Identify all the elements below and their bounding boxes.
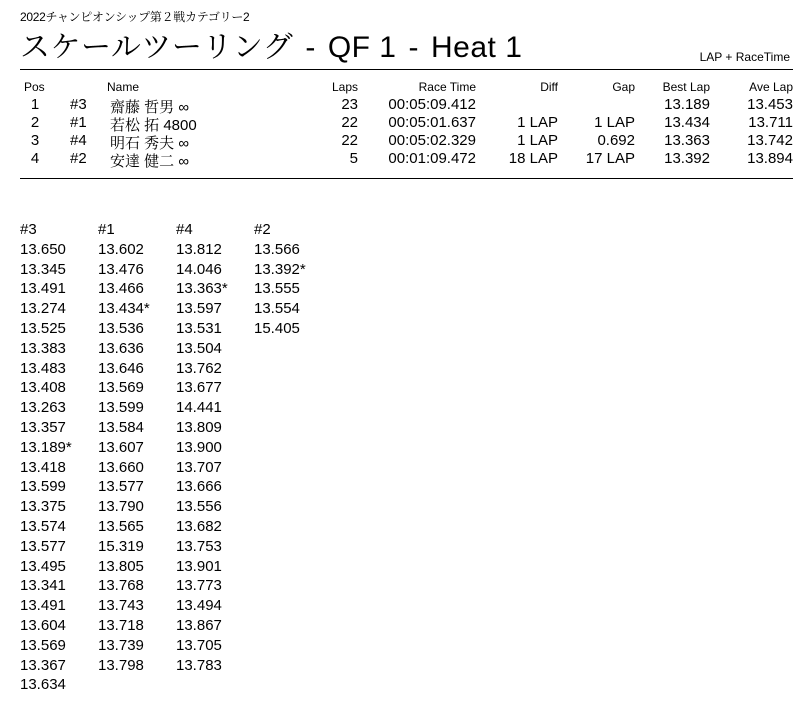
best-lap-cell: 13.392: [664, 150, 710, 167]
pos-cell: 3: [30, 132, 40, 149]
driver-name-cell: 齋藤 哲男 ∞: [110, 99, 190, 116]
race-time-cell: 00:05:09.412: [388, 96, 476, 113]
table-row: [20, 96, 793, 114]
lap-time-value: 13.367: [20, 656, 66, 674]
lap-time-value: 13.809: [176, 418, 222, 436]
car-number-cell: #4: [70, 132, 87, 149]
lap-time-value: 13.466: [98, 280, 144, 298]
lap-time-value: 13.607: [98, 438, 144, 456]
gap-cell: 0.692: [597, 132, 635, 149]
col-ave-lap-header: Ave Lap: [749, 80, 793, 94]
lap-time-value: 13.707: [176, 458, 222, 476]
lap-time-value: 13.504: [176, 339, 222, 357]
col-diff-header: Diff: [540, 80, 558, 94]
col-laps-header: Laps: [331, 80, 358, 94]
lap-time-value: 15.405: [254, 319, 300, 337]
lap-column: [98, 220, 176, 675]
lap-time-value: 13.597: [176, 300, 222, 318]
lap-time-value: 13.753: [176, 537, 222, 555]
lap-time-value: 13.491: [20, 280, 66, 298]
lap-time-value: 13.682: [176, 517, 222, 535]
driver-name-cell: 安達 健二 ∞: [110, 153, 190, 170]
lap-time-value: 13.565: [98, 517, 144, 535]
driver-name-cell: 若松 拓 4800: [110, 117, 197, 134]
diff-cell: 18 LAP: [508, 150, 558, 167]
ave-lap-cell: 13.453: [747, 96, 793, 113]
results-table: [20, 80, 793, 168]
title-separator: -: [408, 31, 419, 64]
lap-time-value: 13.491: [20, 597, 66, 615]
lap-time-value: 15.319: [98, 537, 144, 555]
lap-column-header: #4: [176, 221, 193, 238]
lap-time-value: 13.783: [176, 656, 222, 674]
lap-time-value: 13.531: [176, 319, 222, 337]
lap-time-value: 13.418: [20, 458, 66, 476]
lap-column-header: #1: [98, 221, 115, 238]
lap-time-value: 13.650: [20, 240, 66, 258]
ave-lap-cell: 13.711: [748, 114, 793, 131]
lap-time-value: 13.646: [98, 359, 144, 377]
title-separator: -: [305, 31, 316, 64]
results-header-row: [20, 80, 793, 96]
gap-cell: 1 LAP: [594, 114, 635, 131]
lap-time-value: 13.666: [176, 478, 222, 496]
lap-time-value: 13.634: [20, 676, 66, 694]
lap-time-value: 13.434*: [98, 300, 150, 318]
race-time-cell: 00:01:09.472: [388, 150, 476, 167]
table-row: [20, 150, 793, 168]
lap-time-value: 13.577: [20, 537, 66, 555]
race-round: QF 1: [327, 31, 397, 64]
lap-time-value: 13.677: [176, 379, 222, 397]
lap-time-value: 13.525: [20, 319, 66, 337]
car-number-cell: #3: [70, 96, 87, 113]
lap-time-value: 13.705: [176, 636, 222, 654]
lap-time-value: 13.476: [98, 260, 144, 278]
lap-time-value: 13.636: [98, 339, 144, 357]
lap-time-value: 13.495: [20, 557, 66, 575]
lap-time-value: 13.762: [176, 359, 222, 377]
lap-column: [20, 220, 98, 695]
lap-time-value: 13.743: [98, 597, 144, 615]
lap-time-value: 13.660: [98, 458, 144, 476]
col-best-lap-header: Best Lap: [662, 80, 710, 94]
col-pos-header: Pos: [24, 80, 45, 94]
lap-time-value: 13.554: [254, 300, 300, 318]
best-lap-cell: 13.363: [664, 132, 710, 149]
car-number-cell: #1: [70, 114, 87, 131]
lap-time-value: 14.441: [176, 399, 222, 417]
driver-name-cell: 明石 秀夫 ∞: [110, 135, 190, 152]
lap-time-value: 13.536: [98, 319, 144, 337]
lap-time-value: 13.900: [176, 438, 222, 456]
lap-time-value: 13.867: [176, 616, 222, 634]
lap-time-value: 13.483: [20, 359, 66, 377]
lap-time-value: 13.569: [20, 636, 66, 654]
lap-time-value: 13.798: [98, 656, 144, 674]
lap-time-value: 13.569: [98, 379, 144, 397]
ave-lap-cell: 13.742: [747, 132, 793, 149]
lap-time-value: 13.189*: [20, 438, 72, 456]
lap-time-value: 13.768: [98, 577, 144, 595]
event-label: 2022チャンピオンシップ第２戦カテゴリー2: [20, 10, 250, 24]
lap-time-value: 13.604: [20, 616, 66, 634]
lap-time-value: 13.577: [98, 478, 144, 496]
lap-time-value: 13.494: [176, 597, 222, 615]
lap-time-value: 13.341: [20, 577, 66, 595]
best-lap-cell: 13.189: [664, 96, 710, 113]
lap-time-value: 13.574: [20, 517, 66, 535]
lap-time-value: 13.556: [176, 498, 222, 516]
lap-column: [254, 220, 332, 339]
lap-time-value: 13.363*: [176, 280, 228, 298]
col-name-header: Name: [107, 80, 140, 94]
laps-cell: 22: [341, 132, 358, 149]
lap-time-value: 13.383: [20, 339, 66, 357]
top-divider: [20, 69, 793, 70]
lap-time-value: 13.408: [20, 379, 66, 397]
lap-time-value: 13.812: [176, 240, 222, 258]
pos-cell: 4: [30, 150, 40, 167]
race-title: [20, 22, 534, 66]
diff-cell: 1 LAP: [517, 114, 558, 131]
race-heat: Heat 1: [431, 31, 523, 64]
race-time-cell: 00:05:01.637: [388, 114, 476, 131]
diff-cell: 1 LAP: [517, 132, 558, 149]
laps-cell: 22: [341, 114, 358, 131]
laps-cell: 23: [341, 96, 358, 113]
lap-time-value: 13.584: [98, 418, 144, 436]
lap-time-value: 13.274: [20, 300, 66, 318]
table-row: [20, 114, 793, 132]
lap-column-header: #3: [20, 221, 37, 238]
race-time-cell: 00:05:02.329: [388, 132, 476, 149]
lap-time-value: 13.392*: [254, 260, 306, 278]
bottom-divider: [20, 178, 793, 179]
lap-time-value: 13.375: [20, 498, 66, 516]
lap-time-value: 13.555: [254, 280, 300, 298]
lap-time-value: 13.263: [20, 399, 66, 417]
ave-lap-cell: 13.894: [747, 150, 793, 167]
col-race-time-header: Race Time: [418, 80, 476, 94]
lap-time-value: 13.773: [176, 577, 222, 595]
lap-time-value: 13.901: [176, 557, 222, 575]
lap-time-value: 13.599: [98, 399, 144, 417]
lap-time-value: 13.739: [98, 636, 144, 654]
lap-time-value: 13.345: [20, 260, 66, 278]
lap-time-value: 13.599: [20, 478, 66, 496]
car-number-cell: #2: [70, 150, 87, 167]
table-row: [20, 132, 793, 150]
lap-time-value: 13.718: [98, 616, 144, 634]
lap-time-value: 13.602: [98, 240, 144, 258]
lap-time-value: 13.357: [20, 418, 66, 436]
lap-time-value: 13.790: [98, 498, 144, 516]
lap-time-value: 13.805: [98, 557, 144, 575]
lap-column: [176, 220, 254, 675]
pos-cell: 2: [30, 114, 40, 131]
lap-time-value: 13.566: [254, 240, 300, 258]
best-lap-cell: 13.434: [664, 114, 710, 131]
laps-cell: 5: [349, 150, 358, 167]
race-class: スケールツーリング: [20, 31, 294, 64]
gap-cell: 17 LAP: [585, 150, 635, 167]
lap-column-header: #2: [254, 221, 271, 238]
lap-time-value: 14.046: [176, 260, 222, 278]
pos-cell: 1: [30, 96, 40, 113]
col-gap-header: Gap: [612, 80, 635, 94]
timing-mode-label: LAP + RaceTime: [699, 50, 790, 64]
